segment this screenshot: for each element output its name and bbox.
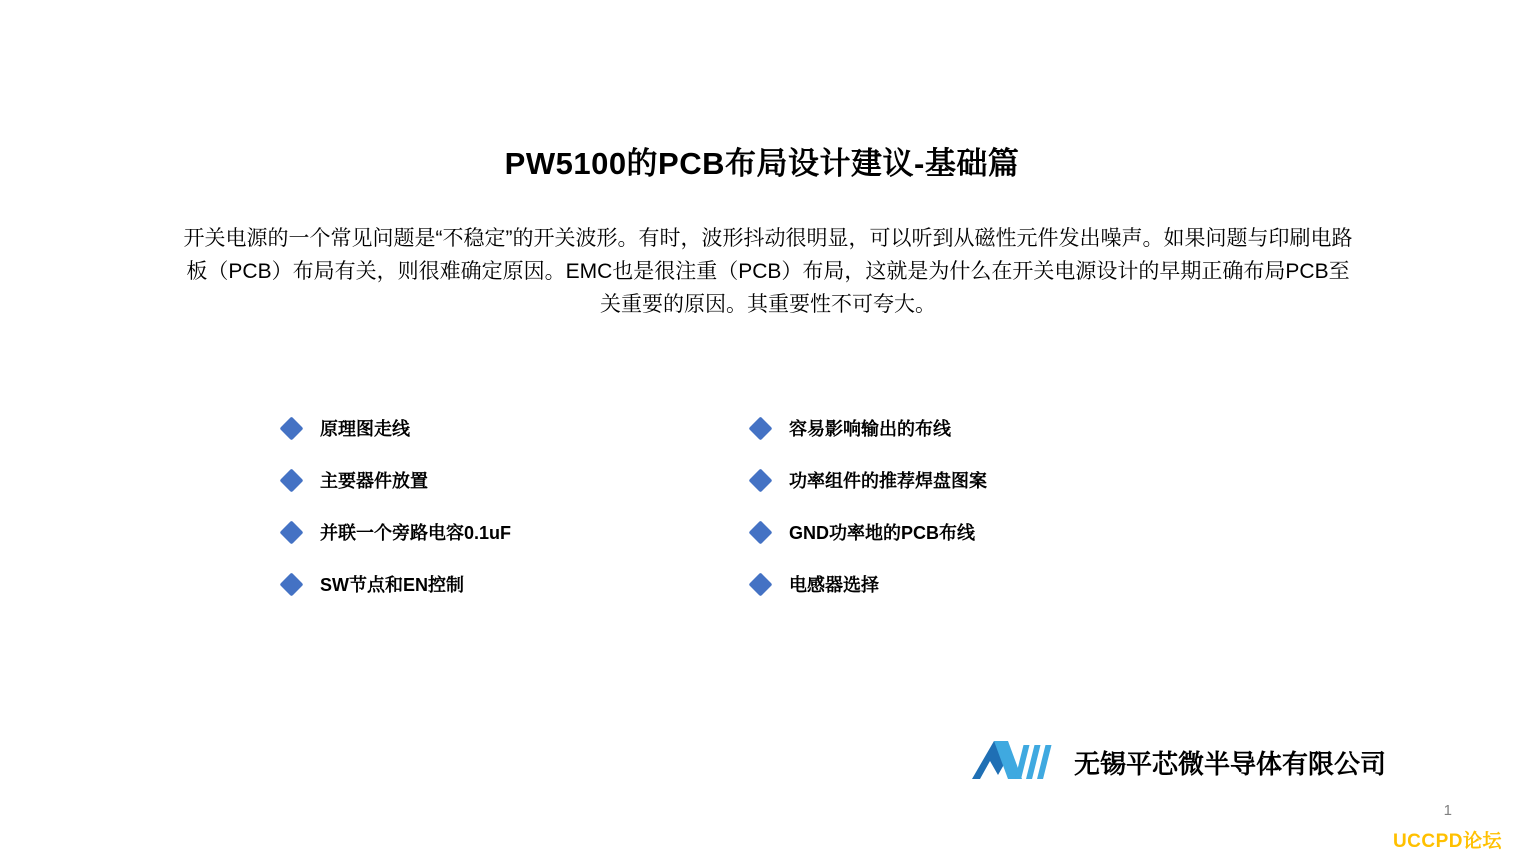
- list-item-label: GND功率地的PCB布线: [789, 523, 976, 543]
- bullet-section: [0, 402, 1524, 632]
- company-name: 无锡平芯微半导体有限公司: [1074, 748, 1387, 779]
- list-item-label: 主要器件放置: [320, 471, 428, 491]
- bullet-column-left: [283, 402, 511, 610]
- intro-paragraph: 开关电源的一个常见问题是“不稳定”的开关波形。有时，波形抖动很明显，可以听到从磁性元件发出噪声。如果问题与印刷电路板（PCB）布局有关，则很难确定原因。EMC也是很注重（PCB）布局，这就是为什么在开关电源设计的早期正确布局PCB至关重要的原因。其重要性不可夸大。: [183, 227, 1353, 316]
- list-item[interactable]: [283, 454, 511, 506]
- list-item[interactable]: [752, 402, 987, 454]
- list-item-label: SW节点和EN控制: [320, 575, 464, 595]
- list-item-label: 功率组件的推荐焊盘图案: [789, 471, 987, 491]
- diamond-bullet-icon: [748, 572, 772, 596]
- list-item-label: 原理图走线: [320, 419, 410, 439]
- diamond-bullet-icon: [279, 468, 303, 492]
- company-logo-icon: [968, 735, 1060, 789]
- page-number: 1: [1443, 802, 1452, 819]
- list-item[interactable]: [752, 506, 987, 558]
- list-item[interactable]: [752, 558, 987, 610]
- diamond-bullet-icon: [748, 416, 772, 440]
- list-item[interactable]: [283, 558, 511, 610]
- bullet-column-right: [752, 402, 987, 610]
- list-item[interactable]: [283, 402, 511, 454]
- diamond-bullet-icon: [748, 468, 772, 492]
- list-item[interactable]: [752, 454, 987, 506]
- diamond-bullet-icon: [279, 572, 303, 596]
- watermark-label: UCCPD论坛: [1392, 831, 1502, 852]
- list-item-label: 电感器选择: [789, 575, 879, 595]
- list-item-label: 并联一个旁路电容0.1uF: [320, 523, 512, 543]
- diamond-bullet-icon: [279, 416, 303, 440]
- diamond-bullet-icon: [279, 520, 303, 544]
- footer-logo: [968, 735, 1386, 789]
- list-item[interactable]: [283, 506, 511, 558]
- diamond-bullet-icon: [748, 520, 772, 544]
- page-title: PW5100的PCB布局设计建议-基础篇: [504, 146, 1020, 181]
- list-item-label: 容易影响输出的布线: [789, 419, 951, 439]
